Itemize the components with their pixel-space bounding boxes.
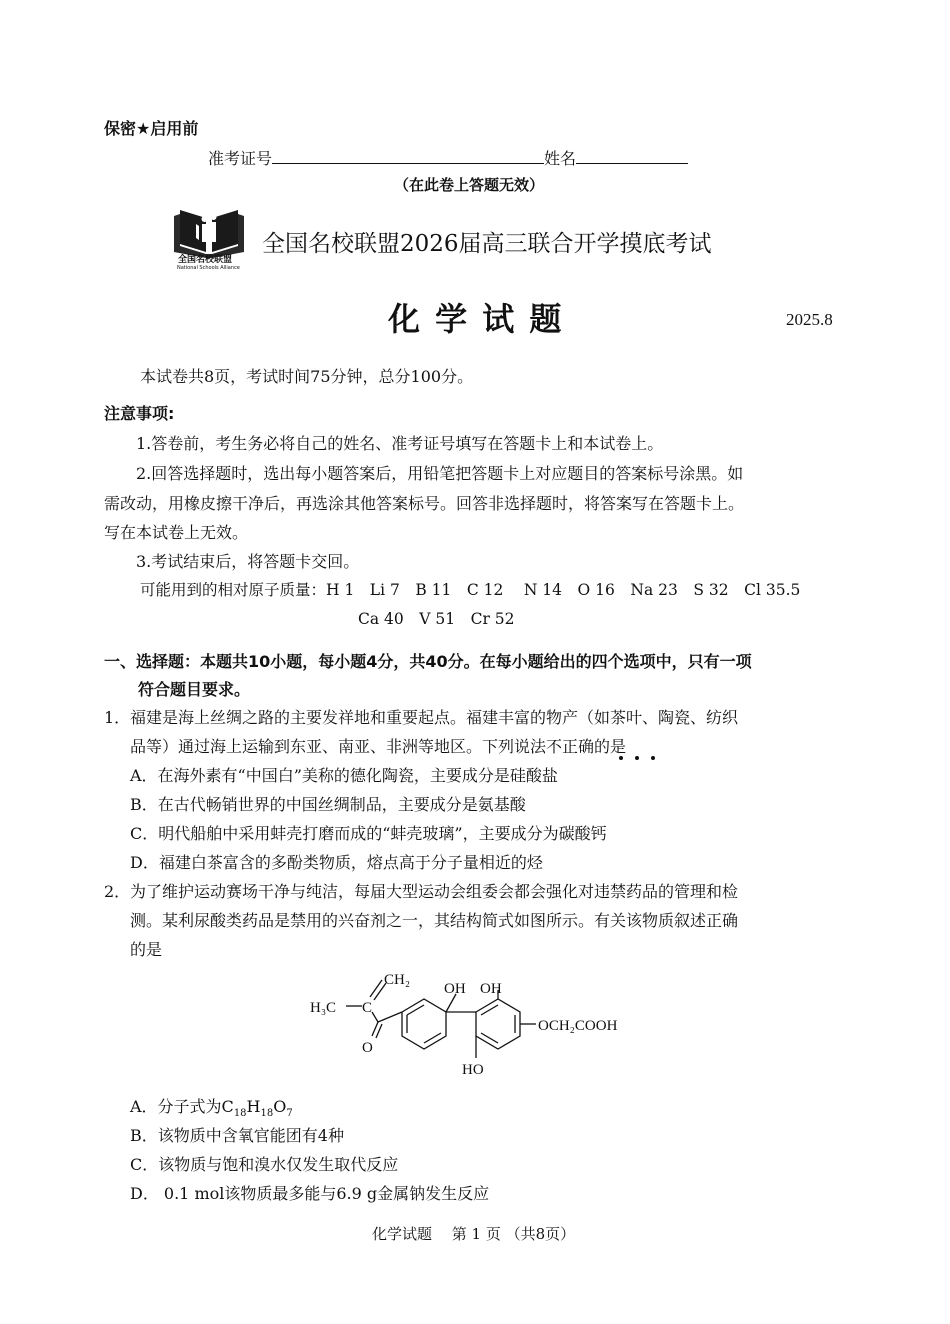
exam-id-label: 准考证号 (208, 149, 273, 168)
atomic-masses-line-2: Ca 40 V 51 Cr 52 (358, 610, 515, 628)
q2-option-a (130, 1094, 293, 1119)
name-label: 姓名 (544, 149, 577, 168)
notes-item-3: 3.考试结束后，将答题卡交回。 (136, 552, 360, 571)
q2-option-d: D． 0.1 mol该物质最多能与6.9 g金属钠发生反应 (130, 1184, 490, 1203)
formula-o-label: O (273, 1097, 287, 1116)
label-c: C (362, 1000, 373, 1016)
invalid-notice: （在此卷上答题无效） (394, 176, 545, 194)
page-footer: 化学试题 第 1 页 （共8页） (372, 1225, 576, 1243)
label-h3c: H₃C (310, 1000, 337, 1016)
q1-number: 1． (104, 708, 131, 727)
exam-title: 全国名校联盟2026届高三联合开学摸底考试 (262, 231, 712, 257)
formula-o-subscript: 7 (286, 1108, 293, 1120)
notes-item-2-line-2: 需改动，用橡皮擦干净后，再选涂其他答案标号。回答非选择题时，将答案写在答题卡上。 (104, 494, 745, 513)
section-heading-line-1: 一、选择题：本题共10小题，每小题4分，共40分。在每小题给出的四个选项中，只有一项 (104, 652, 752, 671)
q2-option-a-text: A．分子式为C (130, 1097, 234, 1116)
name-blank[interactable] (576, 149, 688, 164)
formula-h-label: H (246, 1097, 261, 1116)
q2-option-b: B．该物质中含氧官能团有4种 (130, 1126, 344, 1145)
emphasis-dot (635, 756, 639, 760)
q1-option-a: A．在海外素有“中国白”美称的德化陶瓷，主要成分是硅酸盐 (130, 766, 558, 785)
formula-c-subscript: 18 (233, 1108, 247, 1120)
label-oh-1: OH (444, 981, 466, 997)
notes-heading: 注意事项: (104, 404, 175, 423)
exam-id-row (208, 146, 688, 169)
label-o: O (362, 1040, 373, 1056)
exam-date: 2025.8 (786, 310, 833, 329)
q2-number: 2． (104, 882, 131, 901)
q1-option-d: D．福建白茶富含的多酚类物质，熔点高于分子量相近的烃 (130, 853, 543, 872)
notes-item-1: 1.答卷前，考生务必将自己的姓名、准考证号填写在答题卡上和本试卷上。 (136, 434, 664, 453)
label-ho: HO (462, 1062, 484, 1078)
q1-stem-line-2: 品等）通过海上运输到东亚、南亚、非洲等地区。下列说法不正确的是 (130, 737, 627, 756)
structural-formula (300, 966, 660, 1082)
q2-stem-line-3: 的是 (130, 940, 163, 959)
exam-intro: 本试卷共8页，考试时间75分钟，总分100分。 (140, 367, 474, 386)
logo-text-en: National Schools Alliance (177, 265, 240, 271)
notes-item-2-line-1: 2.回答选择题时，选出每小题答案后，用铅笔把答题卡上对应题目的答案标号涂黑。如 (136, 464, 744, 483)
label-ch2: CH₂ (384, 972, 411, 988)
q1-option-b: B．在古代畅销世界的中国丝绸制品，主要成分是氨基酸 (130, 795, 526, 814)
q1-option-c: C．明代船舶中采用蚌壳打磨而成的“蚌壳玻璃”，主要成分为碳酸钙 (130, 824, 607, 843)
section-heading-line-2: 符合题目要求。 (138, 680, 251, 699)
q1-stem-line-1: 福建是海上丝绸之路的主要发祥地和重要起点。福建丰富的物产（如茶叶、陶瓷、纺织 (130, 708, 739, 727)
q2-option-c: C．该物质与饱和溴水仅发生取代反应 (130, 1155, 399, 1174)
logo-text-cn: 全国名校联盟 (178, 255, 233, 265)
label-side-chain: OCH₂COOH (538, 1018, 618, 1034)
q2-stem-line-1: 为了维护运动赛场干净与纯洁，每届大型运动会组委会都会强化对违禁药品的管理和检 (130, 882, 739, 901)
emphasis-dot (619, 756, 623, 760)
atomic-masses-line-1: 可能用到的相对原子质量：H 1 Li 7 B 11 C 12 N 14 O 16 Na 23 S 32 Cl 35.5 (140, 581, 801, 599)
exam-id-blank[interactable] (272, 149, 544, 164)
school-alliance-logo (172, 200, 246, 276)
emphasis-dot (651, 756, 655, 760)
book-logo-icon (172, 200, 246, 258)
q2-stem-line-2: 测。某利尿酸类药品是禁用的兴奋剂之一，其结构简式如图所示。有关该物质叙述正确 (130, 911, 739, 930)
label-oh-2: OH (480, 981, 502, 997)
confidential-label: 保密★启用前 (104, 119, 199, 138)
formula-h-subscript: 18 (260, 1108, 274, 1120)
notes-item-2-line-3: 写在本试卷上无效。 (104, 523, 249, 542)
subject-title: 化 学 试 题 (388, 300, 564, 338)
